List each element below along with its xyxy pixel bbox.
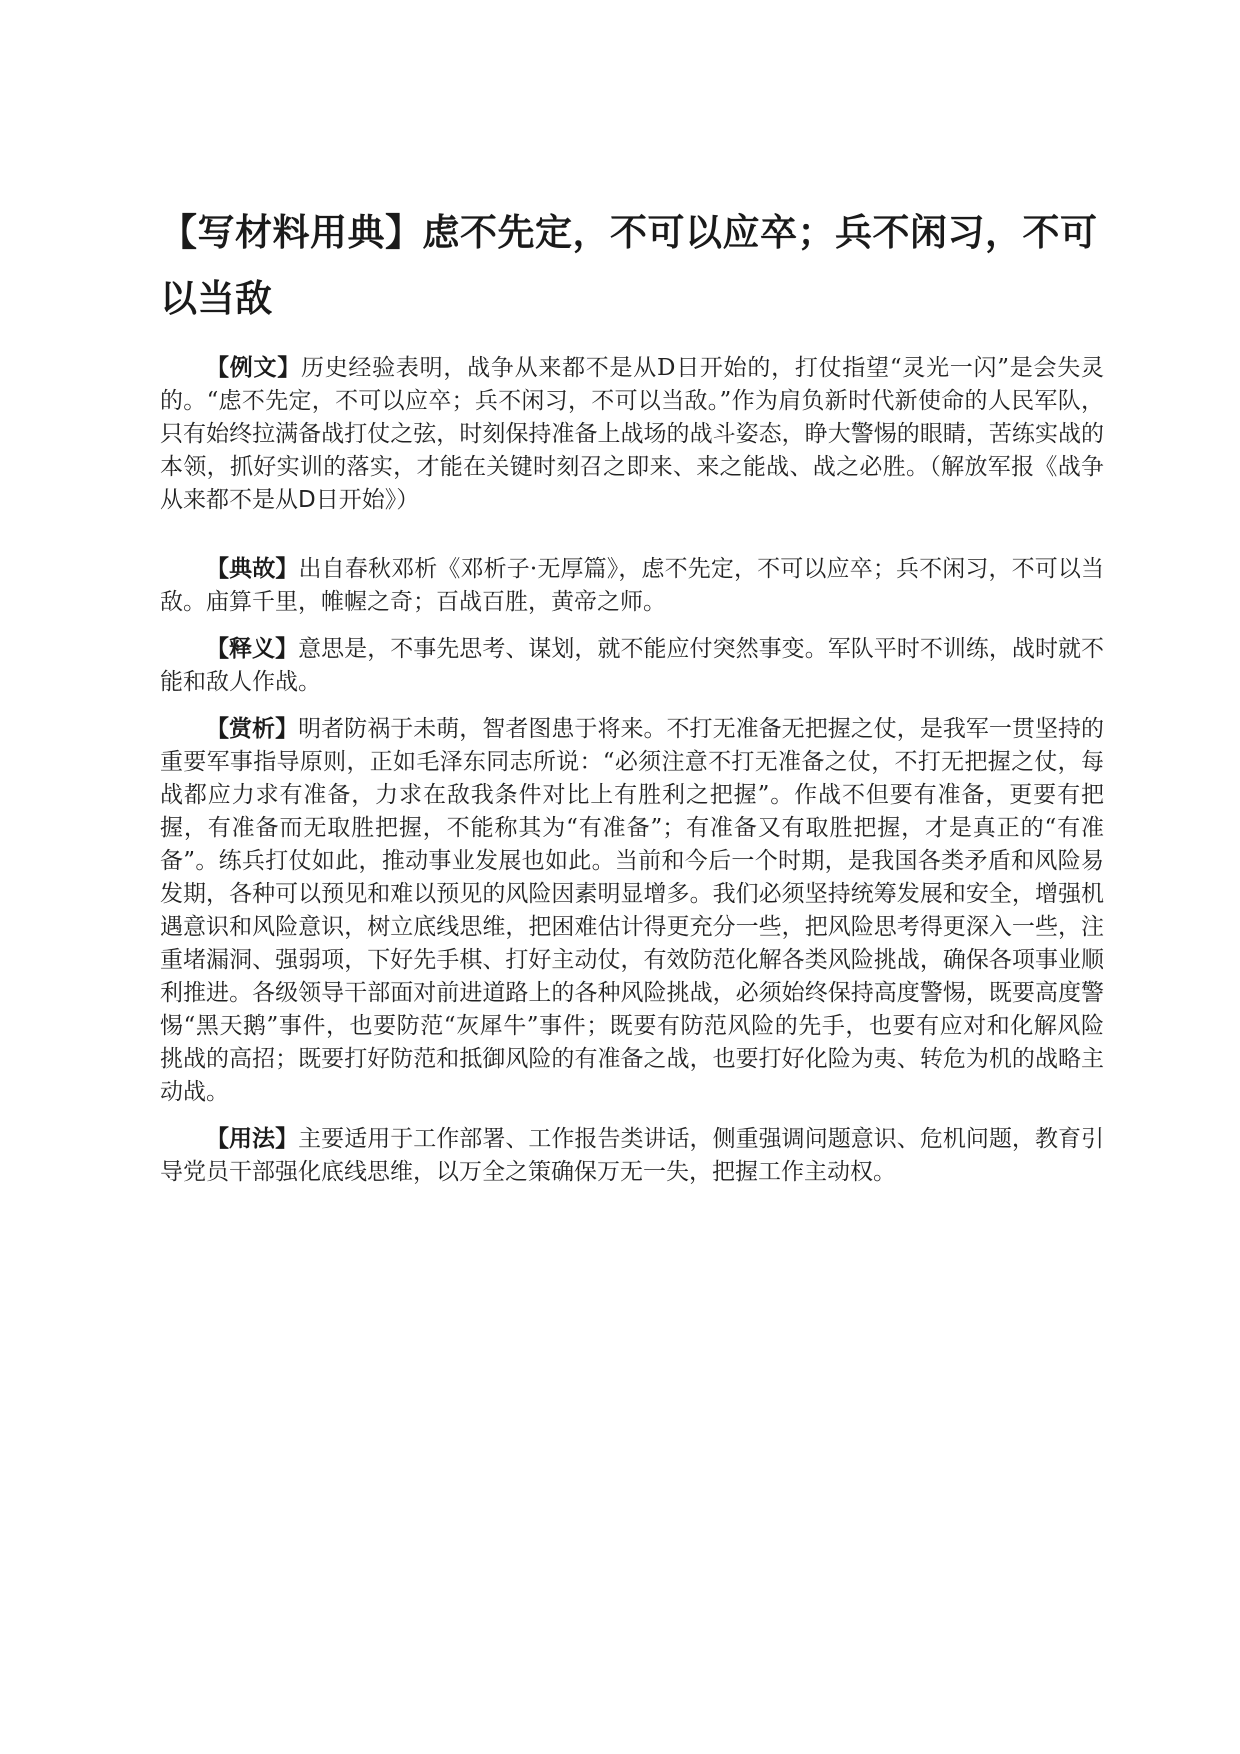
usage-text: 主要适用于工作部署、工作报告类讲话，侧重强调问题意识、危机问题，教育引导党员干部强化底线思维，以万全之策确保万无一失，把握工作主动权。: [160, 1126, 1105, 1185]
example-source: （解放军报《战争从来都不是从D日开始》）: [160, 454, 1104, 513]
allusion-paragraph: [160, 553, 1104, 619]
example-paragraph: [160, 352, 1104, 517]
appreciation-text: 明者防祸于未萌，智者图患于将来。不打无准备无把握之仗，是我军一贯坚持的重要军事指导原则，正如毛泽东同志所说：“必须注意不打无准备之仗，不打无把握之仗，每战都应力求有准备，力求在敌我条件对比上有胜利之把握”。作战不但要有准备，更要有把握，有准备而无取胜把握，不能称其为“有准备”；有准备又有取胜把握，才是真正的“有准备”。练兵打仗如此，推动事业发展也如此。当前和今后一个时期，是我国各类矛盾和风险易发期，各种可以预见和难以预见的风险因素明显增多。我们必须坚持统筹发展和安全，增强机遇意识和风险意识，树立底线思维，把困难估计得更充分一些，把风险思考得更深入一些，注重堵漏洞、强弱项，下好先手棋、打好主动仗，有效防范化解各类风险挑战，确保各项事业顺利推进。各级领导干部面对前进道路上的各种风险挑战，必须始终保持高度警惕，既要高度警惕“黑天鹅”事件，也要防范“灰犀牛”事件；既要有防范风险的先手，也要有应对和化解风险挑战的高招；既要打好防范和抵御风险的有准备之战，也要打好化险为夷、转危为机的战略主动战。: [160, 716, 1105, 1105]
usage-paragraph: [160, 1123, 1104, 1189]
usage-tag: 【用法】: [206, 1126, 299, 1152]
allusion-tag: 【典故】: [206, 556, 299, 582]
example-text: 历史经验表明，战争从来都不是从D日开始的，打仗指望“灵光一闪”是会失灵的。“虑不先定，不可以应卒；兵不闲习，不可以当敌。”作为肩负新时代新使命的人民军队，只有始终拉满备战打仗之弦，时刻保持准备上战场的战斗姿态，睁大警惕的眼睛，苦练实战的本领，抓好实训的落实，才能在关键时刻召之即来、来之能战、战之必胜。: [160, 355, 1104, 480]
meaning-text: 意思是，不事先思考、谋划，就不能应付突然事变。军队平时不训练，战时就不能和敌人作战。: [160, 636, 1105, 695]
meaning-paragraph: [160, 633, 1104, 699]
example-tag: 【例文】: [206, 355, 301, 381]
appreciation-tag: 【赏析】: [206, 716, 299, 742]
appreciation-paragraph: [160, 713, 1104, 1109]
allusion-text: 出自春秋邓析《邓析子·无厚篇》，虑不先定，不可以应卒；兵不闲习，不可以当敌。庙算千里，帷幄之奇；百战百胜，黄帝之师。: [160, 556, 1105, 615]
document-page: [160, 200, 1104, 1203]
section-spacer: [160, 531, 1104, 553]
document-title: 【写材料用典】虑不先定，不可以应卒；兵不闲习，不可以当敌: [160, 211, 1098, 320]
meaning-tag: 【释义】: [206, 636, 299, 662]
